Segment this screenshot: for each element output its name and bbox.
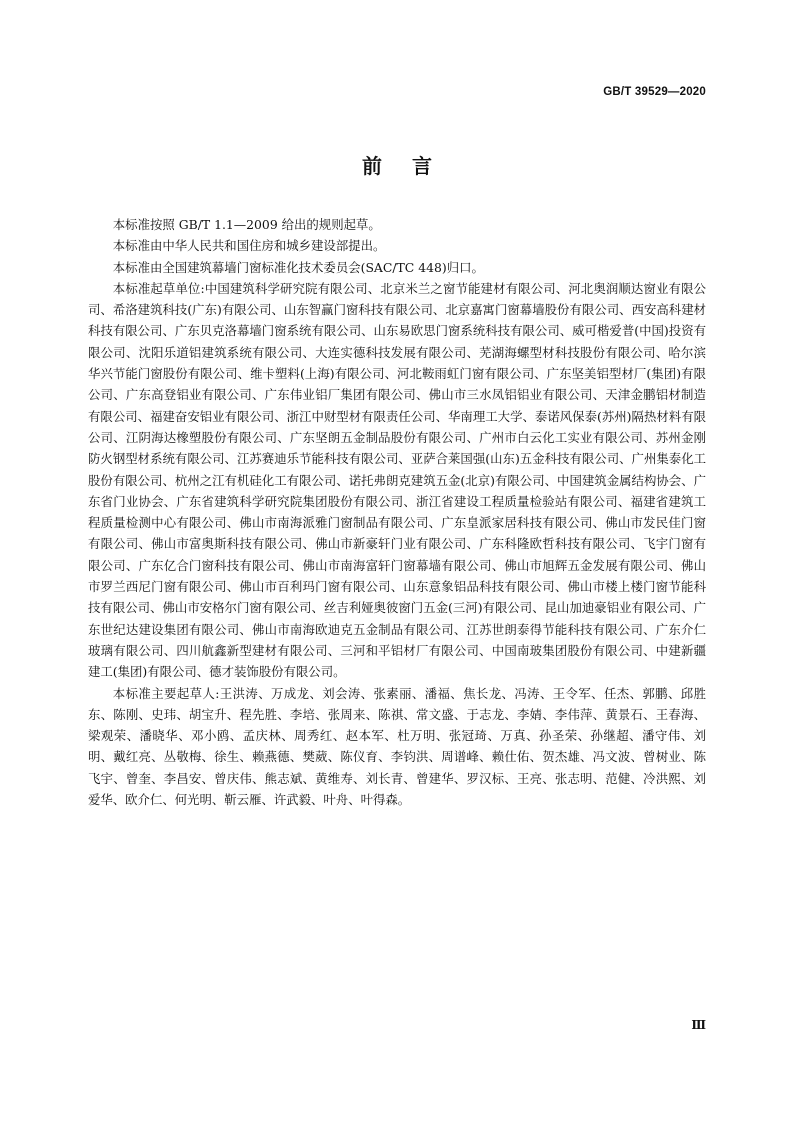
page-number: Ⅲ: [691, 1018, 706, 1032]
page-title: 前言: [362, 154, 462, 178]
paragraph-under-jurisdiction: 本标准由全国建筑幕墙门窗标准化技术委员会(SAC/TC 448)归口。: [112, 259, 484, 275]
paragraph-main-drafters: 本标准主要起草人:王洪涛、万成龙、刘会涛、张素丽、潘福、焦长龙、冯涛、王令军、任杰、郭鹏、邱胜东、陈刚、史玮、胡宝升、程先胜、李培、张周来、陈祺、常文盛、于志龙、李婧、李伟萍、黄景石、王春海、梁观荣、潘晓华、邓小鸥、孟庆林、周秀红、赵本军、杜万明、张冠琦、万真、孙圣荣、孙继超、潘守伟、刘明、戴红亮、丛敬梅、徐生、赖燕德、樊葳、陈仪育、李钧洪、周谱峰、赖仕佑、贺杰雄、冯文波、曾树业、陈飞宇、曾奎、李昌安、曾庆伟、熊志斌、黄维寿、刘长青、曾建华、罗汉标、王亮、张志明、范健、冷洪熙、刘爱华、欧介仁、何光明、靳云雁、许武毅、叶舟、叶得森。: [88, 685, 706, 808]
paragraph-drafting-rules: 本标准按照 GB/T 1.1—2009 给出的规则起草。: [112, 217, 381, 232]
paragraph-proposed-by: 本标准由中华人民共和国住房和城乡建设部提出。: [112, 238, 386, 254]
foreword-body: [88, 214, 706, 810]
paragraph-drafting-units: 本标准起草单位:中国建筑科学研究院有限公司、北京米兰之窗节能建材有限公司、河北奥润顺达窗业有限公司、希洛建筑科技(广东)有限公司、山东智赢门窗科技有限公司、北京嘉寓门窗幕墙股份有限公司、西安高科建材科技有限公司、广东贝克洛幕墙门窗系统有限公司、山东易欧思门窗系统科技有限公司、威可楷爱普(中国)投资有限公司、沈阳乐道铝建筑系统有限公司、大连实德科技发展有限公司、芜湖海螺型材科技股份有限公司、哈尔滨华兴节能门窗股份有限公司、维卡塑料(上海)有限公司、河北鞍雨虹门窗有限公司、广东坚美铝型材厂(集团)有限公司、广东高登铝业有限公司、广东伟业铝厂集团有限公司、佛山市三水凤铝铝业有限公司、天津金鹏铝材制造有限公司、福建奋安铝业有限公司、浙江中财型材有限责任公司、华南理工大学、泰诺风保泰(苏州)隔热材料有限公司、江阴海达橡塑股份有限公司、广东坚朗五金制品股份有限公司、广州市白云化工实业有限公司、苏州金刚防火钢型材系统有限公司、江苏赛迪乐节能科技有限公司、亚萨合莱国强(山东)五金科技有限公司、广州集泰化工股份有限公司、杭州之江有机硅化工有限公司、诺托弗朗克建筑五金(北京)有限公司、中国建筑金属结构协会、广东省门业协会、广东省建筑科学研究院集团股份有限公司、浙江省建设工程质量检验站有限公司、福建省建筑工程质量检测中心有限公司、佛山市南海派雅门窗制品有限公司、广东皇派家居科技有限公司、佛山市发民佳门窗有限公司、佛山市富奥斯科技有限公司、佛山市新豪轩门业有限公司、广东科隆欧哲科技有限公司、飞宇门窗有限公司、广东亿合门窗科技有限公司、佛山市南海富轩门窗幕墙有限公司、佛山市旭辉五金发展有限公司、佛山市罗兰西尼门窗有限公司、佛山市百利玛门窗有限公司、山东意象铝品科技有限公司、佛山市楼上楼门窗节能科技有限公司、佛山市安格尔门窗有限公司、丝吉利娅奥彼窗门五金(三河)有限公司、昆山加迪豪铝业有限公司、广东世纪达建设集团有限公司、佛山市南海欧迪克五金制品有限公司、江苏世朗泰得节能科技有限公司、广东介仁玻璃有限公司、四川航鑫新型建材有限公司、三河和平铝材厂有限公司、中国南玻集团股份有限公司、中建新疆建工(集团)有限公司、德才装饰股份有限公司。: [88, 280, 706, 680]
standard-code: GB/T 39529—2020: [603, 86, 706, 98]
